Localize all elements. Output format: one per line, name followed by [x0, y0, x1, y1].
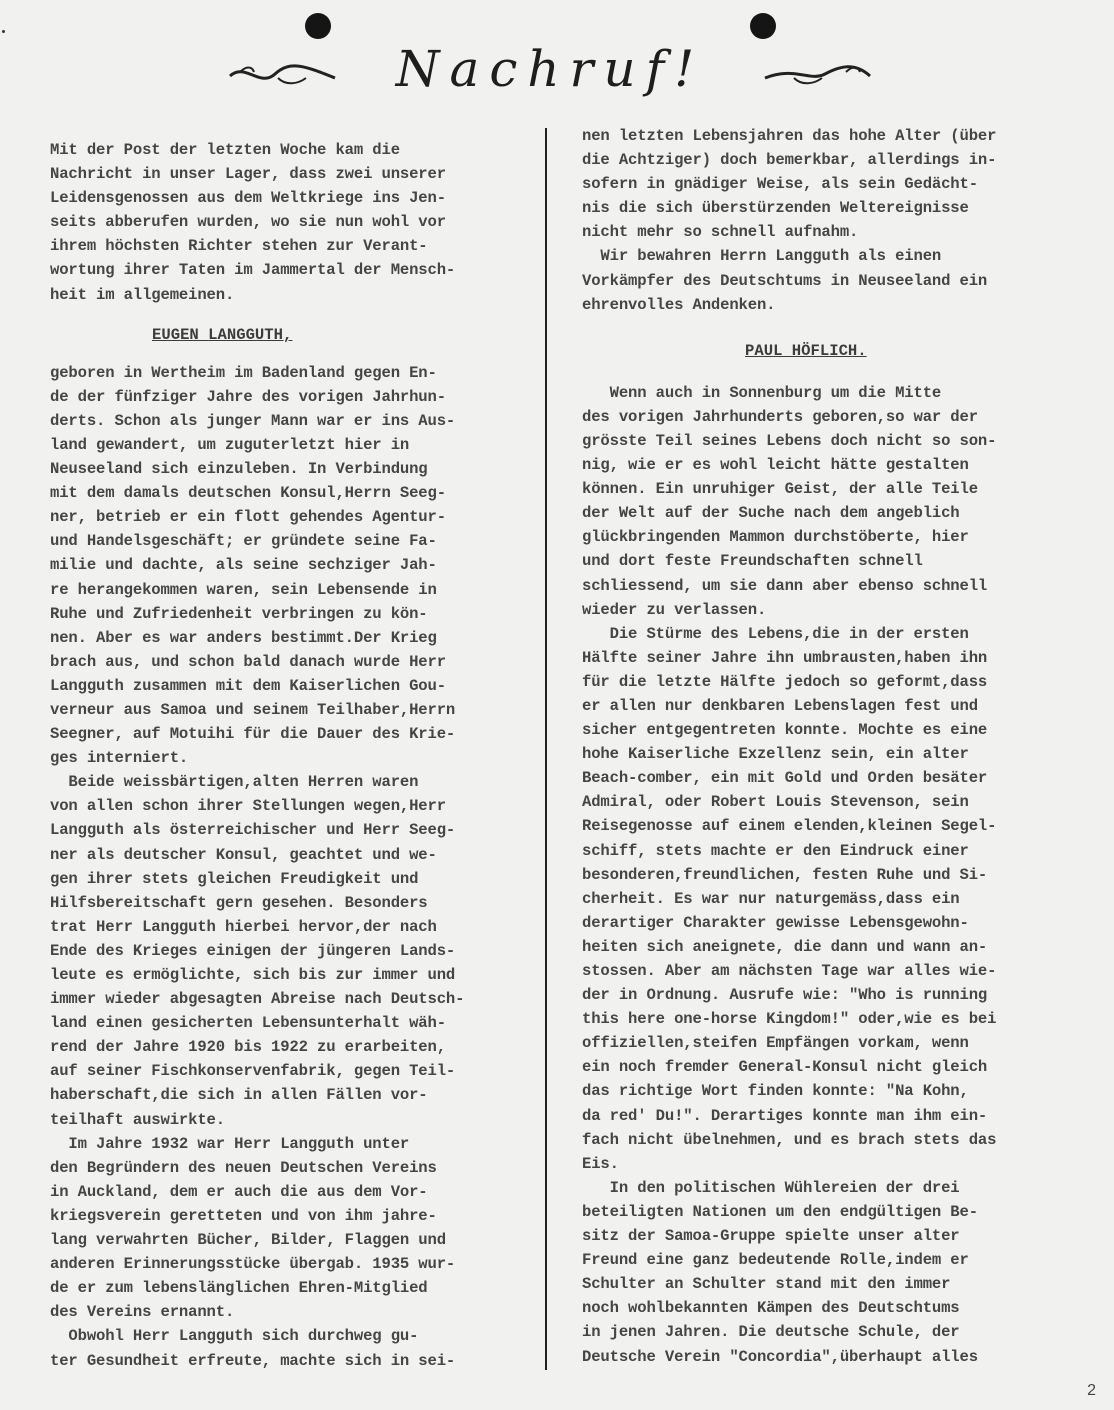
text-line: seits abberufen wurden, wo sie nun wohl vor — [50, 213, 446, 232]
text-line: und Handelsgeschäft; er gründete seine Fa- — [50, 532, 437, 551]
text-line: Eis. — [582, 1154, 619, 1173]
text-line: nis die sich überstürzenden Weltereignisse — [582, 199, 969, 218]
right-column — [582, 124, 1107, 1369]
text-line: ein noch fremder General-Konsul nicht gleich — [582, 1058, 988, 1077]
text-line: der Welt auf der Suche nach dem angeblich — [582, 504, 960, 523]
text-line: Hälfte seiner Jahre ihn umbrausten,haben ihn — [582, 648, 988, 667]
text-line: Langguth als österreichischer und Herr Seeg- — [50, 821, 456, 840]
text-line: Die Stürme des Lebens,die in der ersten — [582, 624, 969, 643]
text-line: und dort feste Freundschaften schnell — [582, 552, 923, 571]
hoeflich-paragraph-1 — [582, 381, 1107, 622]
text-line: Nachricht in unser Lager, dass zwei unserer — [50, 165, 446, 184]
text-line: er allen nur denkbaren Lebenslagen fest und — [582, 696, 978, 715]
text-line: stossen. Aber am nächsten Tage war alles wie- — [582, 962, 997, 980]
text-line: Wenn auch in Sonnenburg um die Mitte — [582, 383, 942, 402]
hoeflich-paragraph-3 — [582, 1176, 1107, 1369]
text-line: immer wieder abgesagten Abreise nach Deutsch- — [50, 990, 465, 1009]
text-line: hohe Kaiserliche Exzellenz sein, ein alter — [582, 745, 969, 764]
text-line: des vorigen Jahrhunderts geboren,so war der — [582, 407, 978, 426]
text-line: Langguth zusammen mit dem Kaiserlichen Gou- — [50, 676, 446, 695]
text-line: wortung ihrer Taten im Jammertal der Mensch- — [50, 261, 456, 280]
text-line: Hilfsbereitschaft gern gesehen. Besonders — [50, 893, 428, 912]
text-line: können. Ein unruhiger Geist, der alle Teile — [582, 480, 978, 499]
text-line: besonderen,freundlichen, festen Ruhe und Si- — [582, 865, 988, 884]
langguth-paragraph-4 — [50, 1324, 535, 1372]
text-line: trat Herr Langguth hierbei hervor,der nach — [50, 917, 437, 936]
text-line: beteiligten Nationen um den endgültigen Be- — [582, 1202, 978, 1221]
text-line: land einen gesicherten Lebensunterhalt wäh- — [50, 1014, 446, 1033]
text-line: noch wohlbekannten Kämpen des Deutschtums — [582, 1299, 960, 1318]
text-line: wieder zu verlassen. — [582, 600, 767, 619]
text-line: in jenen Jahren. Die deutsche Schule, der — [582, 1323, 960, 1342]
text-line: den Begründern des neuen Deutschen Vereins — [50, 1158, 437, 1177]
ink-speck — [2, 30, 5, 33]
text-line: Ruhe und Zufriedenheit verbringen zu kön- — [50, 604, 428, 623]
text-line: kriegsverein geretteten und von ihm jahre- — [50, 1206, 437, 1225]
text-line: geboren in Wertheim im Badenland gegen En- — [50, 363, 437, 382]
text-line: ihrem höchsten Richter stehen zur Verant- — [50, 237, 428, 256]
heading-eugen-langguth: EUGEN LANGGUTH, — [152, 325, 293, 344]
text-line: schliessend, um sie dann aber ebenso schnell — [582, 576, 988, 595]
langguth-paragraph-1 — [50, 361, 535, 771]
text-line: das richtige Wort finden konnte: "Na Kohn, — [582, 1082, 969, 1101]
text-line: heit im allgemeinen. — [50, 285, 235, 304]
text-line: mit dem damals deutschen Konsul,Herrn Seeg- — [50, 484, 446, 503]
text-line: this here one-horse Kingdom!" oder,wie es bei — [582, 1010, 997, 1029]
text-line: teilhaft auswirkte. — [50, 1110, 225, 1129]
text-line: milie und dachte, als seine sechziger Jah- — [50, 556, 437, 575]
text-line: lang verwahrten Bücher, Bilder, Flaggen und — [50, 1231, 446, 1250]
text-line: ter Gesundheit erfreute, machte sich in sei- — [50, 1351, 456, 1370]
text-line: der in Ordnung. Ausrufe wie: "Who is running — [582, 986, 988, 1005]
langguth-paragraph-2 — [50, 770, 535, 1131]
text-line: sofern in gnädiger Weise, als sein Gedächt- — [582, 175, 978, 194]
column-divider — [545, 128, 547, 1370]
text-line: land gewandert, um zuguterletzt hier in — [50, 435, 410, 454]
text-line: nen. Aber es war anders bestimmt.Der Krieg — [50, 628, 437, 647]
left-column — [50, 138, 535, 1373]
text-line: Ende des Krieges einigen der jüngeren Lands- — [50, 941, 456, 960]
text-line: Wir bewahren Herrn Langguth als einen — [582, 247, 942, 266]
text-line: offiziellen,steifen Empfängen vorkam, wenn — [582, 1034, 969, 1053]
page-title: Nachruf! — [395, 40, 705, 98]
heading-paul-hoeflich: PAUL HÖFLICH. — [745, 341, 867, 360]
text-line: Admiral, oder Robert Louis Stevenson, sein — [582, 793, 969, 812]
text-line: Beach-comber, ein mit Gold und Orden besäter — [582, 769, 988, 788]
text-line: auf seiner Fischkonservenfabrik, gegen Teil- — [50, 1062, 456, 1081]
text-line: glückbringenden Mammon durchstöberte, hier — [582, 528, 969, 547]
text-line: brach aus, und schon bald danach wurde Herr — [50, 652, 446, 671]
text-line: Neuseeland sich einzuleben. In Verbindung — [50, 460, 428, 479]
text-line: Seegner, auf Motuihi für die Dauer des Krie- — [50, 725, 456, 744]
punch-hole-left — [305, 13, 331, 39]
masthead — [220, 40, 880, 110]
flourish-left-icon — [220, 60, 340, 90]
text-line: Schulter an Schulter stand mit den immer — [582, 1275, 951, 1294]
text-line: für die letzte Hälfte jedoch so geformt,dass — [582, 672, 988, 691]
langguth-paragraph-3 — [50, 1132, 535, 1325]
text-line: heiten sich aneignete, die dann und wann an- — [582, 937, 988, 956]
text-line: schiff, stets machte er den Eindruck einer — [582, 841, 969, 860]
text-line: de der fünfziger Jahre des vorigen Jahrhun- — [50, 387, 446, 406]
text-line: da red' Du!". Derartiges konnte man ihm ein- — [582, 1106, 988, 1125]
text-line: des Vereins ernannt. — [50, 1303, 235, 1322]
text-line: sitz der Samoa-Gruppe spielte unser alter — [582, 1227, 960, 1246]
text-line: ner, betrieb er ein flott gehendes Agentur- — [50, 508, 446, 527]
text-line: Im Jahre 1932 war Herr Langguth unter — [50, 1134, 410, 1153]
text-line: sicher entgegentreten konnte. Mochte es eine — [582, 721, 988, 740]
text-line: derts. Schon als junger Mann war er ins Aus- — [50, 411, 456, 430]
text-line: ges interniert. — [50, 749, 189, 768]
text-line: Mit der Post der letzten Woche kam die — [50, 141, 400, 159]
text-line: re herangekommen waren, sein Lebensende in — [50, 580, 437, 599]
text-line: Leidensgenossen aus dem Weltkriege ins Jen- — [50, 189, 446, 208]
text-line: Freund eine ganz bedeutende Rolle,indem er — [582, 1251, 969, 1270]
text-line: rend der Jahre 1920 bis 1922 zu erarbeiten, — [50, 1038, 446, 1057]
text-line: ehrenvolles Andenken. — [582, 295, 776, 314]
text-line: In den politischen Wühlereien der drei — [582, 1178, 960, 1197]
hoeflich-paragraph-2 — [582, 622, 1107, 1176]
text-line: verneur aus Samoa und seinem Teilhaber,Herrn — [50, 700, 456, 719]
text-line: nicht mehr so schnell aufnahm. — [582, 223, 859, 242]
text-line: nig, wie er es wohl leicht hätte gestalten — [582, 456, 969, 475]
text-line: fach nicht übelnehmen, und es brach stets das — [582, 1130, 997, 1149]
text-line: Obwohl Herr Langguth sich durchweg gu- — [50, 1327, 419, 1346]
text-line: nen letzten Lebensjahren das hohe Alter (über — [582, 127, 997, 145]
text-line: grösste Teil seines Lebens doch nicht so son- — [582, 431, 997, 450]
text-line: de er zum lebenslänglichen Ehren-Mitglied — [50, 1279, 428, 1298]
text-line: gen ihrer stets gleichen Freudigkeit und — [50, 869, 419, 888]
text-line: ner als deutscher Konsul, geachtet und we- — [50, 845, 437, 864]
text-line: Reisegenosse auf einem elenden,kleinen Segel- — [582, 817, 997, 836]
text-line: haberschaft,die sich in allen Fällen vor- — [50, 1086, 428, 1105]
text-line: die Achtziger) doch bemerkbar, allerdings in- — [582, 151, 997, 170]
text-line: derartiger Charakter gewisse Lebensgewohn- — [582, 913, 969, 932]
punch-hole-right — [750, 13, 776, 39]
page-number: 2 — [1087, 1382, 1096, 1399]
langguth-continuation — [582, 124, 1107, 244]
intro-paragraph — [50, 138, 535, 307]
langguth-closing-paragraph — [582, 244, 1107, 316]
text-line: leute es ermöglichte, sich bis zur immer und — [50, 966, 456, 984]
text-line: Deutsche Verein "Concordia",überhaupt alles — [582, 1347, 978, 1366]
text-line: Beide weissbärtigen,alten Herren waren — [50, 773, 419, 792]
text-line: von allen schon ihrer Stellungen wegen,Herr — [50, 797, 446, 816]
text-line: in Auckland, dem er auch die aus dem Vor- — [50, 1182, 428, 1201]
text-line: anderen Erinnerungsstücke übergab. 1935 wur- — [50, 1255, 456, 1274]
text-line: cherheit. Es war nur naturgemäss,dass ein — [582, 889, 960, 908]
flourish-right-icon — [760, 60, 880, 90]
text-line: Vorkämpfer des Deutschtums in Neuseeland ein — [582, 271, 988, 290]
